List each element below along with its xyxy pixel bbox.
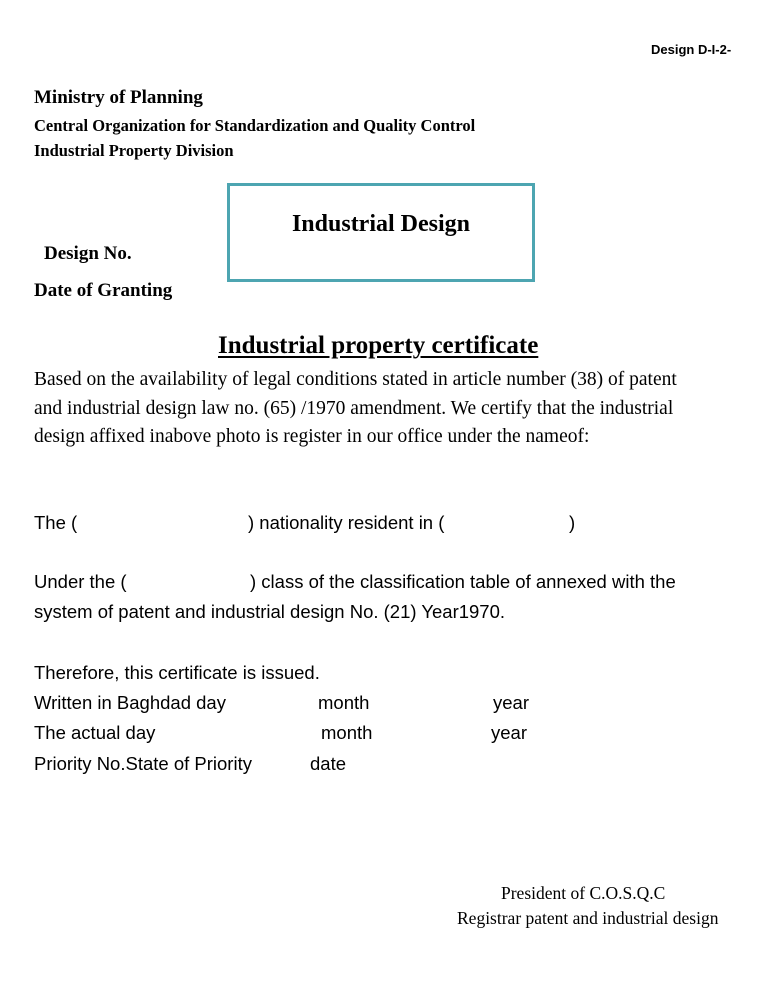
- design-number-label: Design No.: [44, 243, 132, 264]
- written-label: Written in Baghdad day: [34, 692, 226, 713]
- intro-line: design affixed inabove photo is register in our office under the nameof:: [34, 426, 590, 447]
- class-line: [0, 571, 782, 595]
- owner-name-open: The (: [34, 512, 78, 533]
- intro-paragraph: [34, 366, 754, 452]
- owner-line: [0, 512, 782, 536]
- priority-date: date: [310, 753, 347, 774]
- intro-line: and industrial design law no. (65) /1970 amendment. We certify that the industrial: [34, 397, 674, 419]
- division-name: Industrial Property Division: [34, 141, 234, 160]
- registrar-signature: Registrar patent and industrial design: [457, 908, 719, 928]
- actual-date-line: [0, 722, 782, 746]
- class-line-continued: system of patent and industrial design No. (21) Year1970.: [34, 601, 506, 622]
- priority-label: Priority No.State of Priority: [34, 753, 252, 774]
- priority-line: [0, 753, 782, 777]
- actual-year: year: [491, 722, 527, 743]
- nationality-text: ) nationality resident in (: [248, 512, 445, 533]
- written-month: month: [318, 692, 370, 713]
- class-text: ) class of the classification table of annexed with the: [250, 571, 676, 592]
- issued-statement: Therefore, this certificate is issued.: [34, 662, 320, 683]
- ministry-name: Ministry of Planning: [34, 87, 203, 108]
- class-open: Under the (: [34, 571, 127, 592]
- actual-month: month: [321, 722, 373, 743]
- date-of-granting-label: Date of Granting: [34, 280, 173, 301]
- organization-name: Central Organization for Standardization and Quality Control: [34, 116, 476, 135]
- form-code: Design D-I-2-: [651, 42, 732, 57]
- residence-close: ): [569, 512, 576, 533]
- written-year: year: [493, 692, 529, 713]
- actual-label: The actual day: [34, 722, 156, 743]
- title-box: [227, 183, 535, 282]
- written-date-line: [0, 692, 782, 716]
- document-title: Industrial Design: [291, 211, 471, 237]
- intro-line: Based on the availability of legal conditions stated in article number (38) of patent: [34, 369, 677, 390]
- president-signature: President of C.O.S.Q.C: [501, 883, 666, 903]
- certificate-heading: Industrial property certificate: [218, 332, 539, 359]
